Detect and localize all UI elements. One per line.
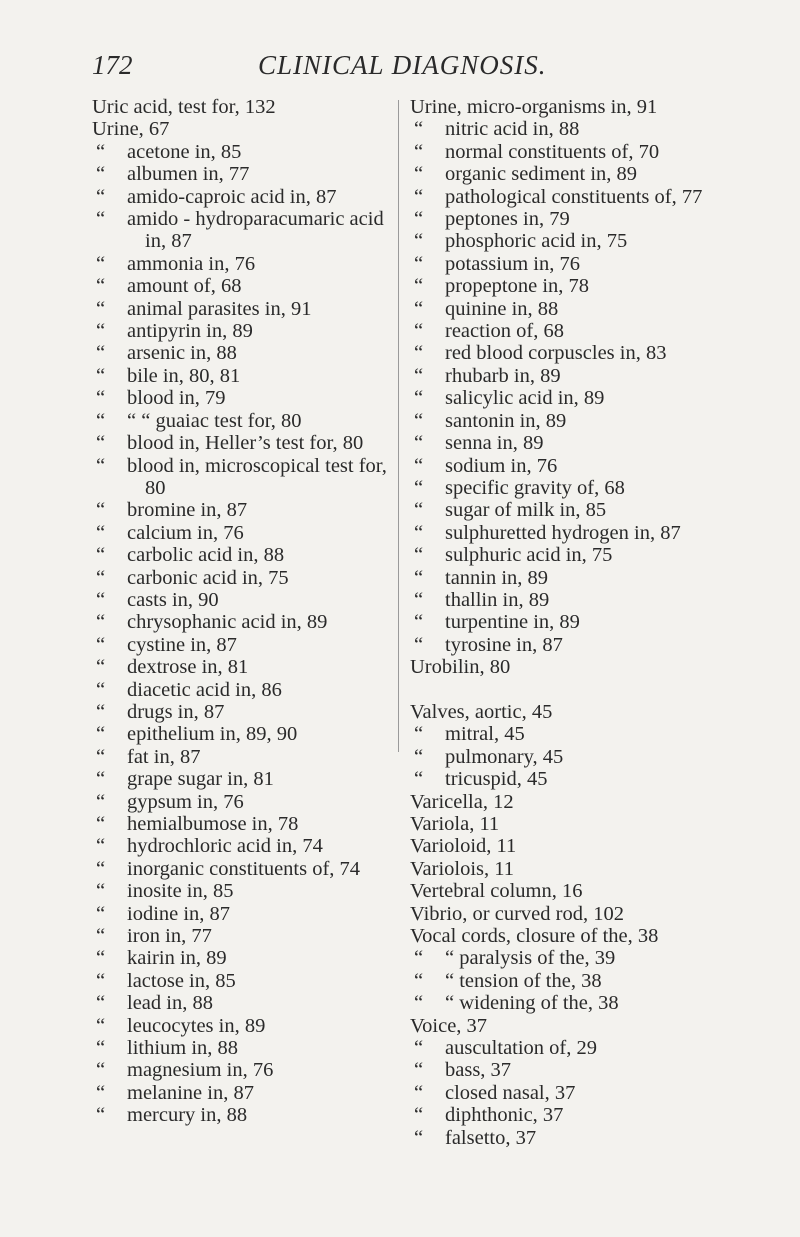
- subentry-text: leucocytes in, 89: [127, 1014, 266, 1037]
- subentry-text: bass, 37: [445, 1059, 512, 1082]
- ditto-mark: “: [414, 185, 424, 208]
- ditto-mark: “: [414, 969, 424, 992]
- ditto-mark: “: [96, 1081, 106, 1104]
- ditto-mark: “: [96, 185, 106, 208]
- ditto-mark: “: [96, 633, 106, 656]
- index-subentry: [410, 723, 750, 745]
- subentry-text: sulphuric acid in, 75: [445, 544, 613, 567]
- index-column-right: [410, 96, 750, 1149]
- subentry-text: mitral, 45: [445, 723, 525, 746]
- subentry-text: red blood corpuscles in, 83: [445, 342, 667, 365]
- subentry-text: chrysophanic acid in, 89: [127, 611, 328, 634]
- ditto-mark: “: [414, 342, 424, 365]
- ditto-mark: “: [414, 163, 424, 186]
- index-subentry: [92, 791, 392, 813]
- index-subentry: [92, 141, 392, 163]
- index-subentry: [92, 163, 392, 185]
- ditto-mark: “: [414, 1081, 424, 1104]
- index-entry: Varicella, 12: [410, 790, 514, 813]
- subentry-text: ammonia in, 76: [127, 252, 256, 275]
- index-subentry: [410, 1082, 750, 1104]
- subentry-text: hydrochloric acid in, 74: [127, 835, 323, 858]
- ditto-mark: “: [96, 252, 106, 275]
- ditto-mark: “: [96, 880, 106, 903]
- index-subentry: [410, 544, 750, 566]
- index-subentry: [92, 320, 392, 342]
- ditto-mark: “: [414, 476, 424, 499]
- index-subentry: [92, 365, 392, 387]
- index-subentry: [410, 455, 750, 477]
- index-subentry: [410, 432, 750, 454]
- index-subentry: [410, 768, 750, 790]
- index-subentry: [92, 611, 392, 633]
- index-subentry: [410, 163, 750, 185]
- subentry-text: casts in, 90: [127, 588, 219, 611]
- subentry-text: gypsum in, 76: [127, 790, 244, 813]
- ditto-mark: “: [414, 387, 424, 410]
- ditto-mark: “: [414, 297, 424, 320]
- subentry-text: epithelium in, 89, 90: [127, 723, 298, 746]
- subentry-text: drugs in, 87: [127, 700, 225, 723]
- index-subentry: [410, 992, 750, 1014]
- subentry-text: diphthonic, 37: [445, 1104, 564, 1127]
- subentry-text: iodine in, 87: [127, 902, 231, 925]
- index-entry: Variola, 11: [410, 812, 500, 835]
- subentry-text: “ “ guaiac test for, 80: [127, 409, 302, 432]
- subentry-text: organic sediment in, 89: [445, 163, 638, 186]
- subentry-text: quinine in, 88: [445, 297, 559, 320]
- index-subentry: [92, 835, 392, 857]
- ditto-mark: “: [96, 947, 106, 970]
- index-subentry: [410, 477, 750, 499]
- subentry-text: amido-caproic acid in, 87: [127, 185, 337, 208]
- ditto-mark: “: [414, 588, 424, 611]
- index-subentry: [410, 1127, 750, 1149]
- ditto-mark: “: [96, 275, 106, 298]
- index-subentry: [92, 768, 392, 790]
- index-subentry: [92, 208, 392, 253]
- index-entry: Urine, 67: [92, 118, 170, 141]
- index-subentry: [410, 410, 750, 432]
- ditto-mark: “: [414, 611, 424, 634]
- index-subentry: [410, 567, 750, 589]
- index-entry: Variolois, 11: [410, 857, 515, 880]
- index-subentry: [410, 947, 750, 969]
- index-subentry: [92, 925, 392, 947]
- ditto-mark: “: [414, 230, 424, 253]
- subentry-text: sulphuretted hydrogen in, 87: [445, 521, 681, 544]
- ditto-mark: “: [96, 499, 106, 522]
- index-subentry: [410, 611, 750, 633]
- ditto-mark: “: [96, 902, 106, 925]
- index-subentry: [410, 499, 750, 521]
- ditto-mark: “: [96, 745, 106, 768]
- ditto-mark: “: [96, 1059, 106, 1082]
- ditto-mark: “: [96, 163, 106, 186]
- index-subentry: [92, 813, 392, 835]
- subentry-text: lithium in, 88: [127, 1037, 239, 1060]
- ditto-mark: “: [96, 1014, 106, 1037]
- index-subentry: [92, 298, 392, 320]
- ditto-mark: “: [414, 252, 424, 275]
- subentry-text: tricuspid, 45: [445, 768, 548, 791]
- subentry-text: grape sugar in, 81: [127, 768, 274, 791]
- subentry-text: blood in, Heller’s test for, 80: [127, 432, 364, 455]
- subentry-text: calcium in, 76: [127, 521, 244, 544]
- index-subentry: [92, 544, 392, 566]
- index-subentry: [92, 656, 392, 678]
- index-entry: Uric acid, test for, 132: [92, 96, 276, 118]
- index-subentry: [410, 253, 750, 275]
- column-divider: [398, 100, 399, 752]
- ditto-mark: “: [414, 208, 424, 231]
- index-subentry: [410, 522, 750, 544]
- index-subentry: [410, 1104, 750, 1126]
- subentry-text: salicylic acid in, 89: [445, 387, 605, 410]
- subentry-text: propeptone in, 78: [445, 275, 590, 298]
- subentry-text: bile in, 80, 81: [127, 364, 241, 387]
- index-subentry: [410, 320, 750, 342]
- index-subentry: [92, 634, 392, 656]
- index-entry: Vertebral column, 16: [410, 880, 583, 903]
- ditto-mark: “: [414, 1037, 424, 1060]
- index-subentry: [92, 589, 392, 611]
- subentry-text: phosphoric acid in, 75: [445, 230, 628, 253]
- ditto-mark: “: [414, 432, 424, 455]
- subentry-text: pathological constituents of, 77: [445, 185, 703, 208]
- ditto-mark: “: [96, 969, 106, 992]
- page-header: [0, 46, 800, 86]
- running-title: CLINICAL DIAGNOSIS.: [258, 50, 547, 80]
- ditto-mark: “: [96, 320, 106, 343]
- ditto-mark: “: [414, 723, 424, 746]
- ditto-mark: “: [96, 521, 106, 544]
- index-subentry: [410, 141, 750, 163]
- ditto-mark: “: [96, 544, 106, 567]
- ditto-mark: “: [414, 633, 424, 656]
- index-subentry: [92, 970, 392, 992]
- index-subentry: [92, 992, 392, 1014]
- subentry-text: mercury in, 88: [127, 1104, 248, 1127]
- subentry-text: blood in, 79: [127, 387, 226, 410]
- subentry-text: “ tension of the, 38: [445, 969, 602, 992]
- ditto-mark: “: [96, 1104, 106, 1127]
- subentry-text: arsenic in, 88: [127, 342, 237, 365]
- subentry-text: senna in, 89: [445, 432, 544, 455]
- subentry-text: amido - hydroparacumaric acid in, 87: [127, 208, 384, 253]
- subentry-text: magnesium in, 76: [127, 1059, 274, 1082]
- ditto-mark: “: [414, 992, 424, 1015]
- index-subentry: [92, 701, 392, 723]
- ditto-mark: “: [96, 588, 106, 611]
- subentry-text: turpentine in, 89: [445, 611, 580, 634]
- ditto-mark: “: [96, 342, 106, 365]
- subentry-text: “ paralysis of the, 39: [445, 947, 616, 970]
- ditto-mark: “: [96, 1037, 106, 1060]
- index-subentry: [92, 522, 392, 544]
- subentry-text: inosite in, 85: [127, 880, 234, 903]
- index-subentry: [92, 1059, 392, 1081]
- index-subentry: [410, 342, 750, 364]
- index-subentry: [92, 186, 392, 208]
- ditto-mark: “: [96, 387, 106, 410]
- index-entry: Vibrio, or curved rod, 102: [410, 902, 624, 925]
- index-subentry: [92, 253, 392, 275]
- index-subentry: [92, 880, 392, 902]
- subentry-text: tannin in, 89: [445, 566, 549, 589]
- index-entry: Urine, micro-organisms in, 91: [410, 96, 658, 118]
- index-entry: Voice, 37: [410, 1014, 488, 1037]
- ditto-mark: “: [96, 790, 106, 813]
- index-subentry: [410, 118, 750, 140]
- ditto-mark: “: [414, 118, 424, 141]
- ditto-mark: “: [96, 768, 106, 791]
- index-subentry: [410, 1059, 750, 1081]
- subentry-text: acetone in, 85: [127, 140, 242, 163]
- index-subentry: [92, 432, 392, 454]
- index-subentry: [410, 186, 750, 208]
- subentry-text: carbolic acid in, 88: [127, 544, 285, 567]
- ditto-mark: “: [96, 432, 106, 455]
- index-subentry: [410, 230, 750, 252]
- index-subentry: [92, 342, 392, 364]
- index-subentry: [410, 208, 750, 230]
- subentry-text: blood in, microscopical test for, 80: [127, 454, 387, 499]
- subentry-text: peptones in, 79: [445, 208, 570, 231]
- subentry-text: carbonic acid in, 75: [127, 566, 289, 589]
- subentry-text: inorganic constituents of, 74: [127, 857, 361, 880]
- index-subentry: [410, 589, 750, 611]
- ditto-mark: “: [414, 409, 424, 432]
- subentry-text: sugar of milk in, 85: [445, 499, 607, 522]
- ditto-mark: “: [96, 723, 106, 746]
- subentry-text: dextrose in, 81: [127, 656, 249, 679]
- subentry-text: antipyrin in, 89: [127, 320, 253, 343]
- ditto-mark: “: [414, 454, 424, 477]
- ditto-mark: “: [414, 140, 424, 163]
- index-entry: Vocal cords, closure of the, 38: [410, 925, 659, 948]
- index-subentry: [92, 1037, 392, 1059]
- subentry-text: tyrosine in, 87: [445, 633, 563, 656]
- index-subentry: [410, 634, 750, 656]
- subentry-text: fat in, 87: [127, 745, 201, 768]
- subentry-text: thallin in, 89: [445, 588, 550, 611]
- section-spacer: [410, 679, 750, 701]
- ditto-mark: “: [96, 857, 106, 880]
- subentry-text: cystine in, 87: [127, 633, 237, 656]
- index-column-left: [92, 96, 392, 1127]
- index-subentry: [92, 1104, 392, 1126]
- ditto-mark: “: [96, 992, 106, 1015]
- ditto-mark: “: [96, 925, 106, 948]
- ditto-mark: “: [414, 1104, 424, 1127]
- ditto-mark: “: [414, 364, 424, 387]
- subentry-text: amount of, 68: [127, 275, 242, 298]
- subentry-text: sodium in, 76: [445, 454, 558, 477]
- subentry-text: lactose in, 85: [127, 969, 236, 992]
- subentry-text: specific gravity of, 68: [445, 476, 625, 499]
- subentry-text: reaction of, 68: [445, 320, 564, 343]
- subentry-text: albumen in, 77: [127, 163, 250, 186]
- ditto-mark: “: [96, 140, 106, 163]
- index-subentry: [92, 679, 392, 701]
- ditto-mark: “: [96, 678, 106, 701]
- index-subentry: [92, 1082, 392, 1104]
- index-subentry: [410, 275, 750, 297]
- ditto-mark: “: [96, 454, 106, 477]
- index-subentry: [410, 387, 750, 409]
- index-subentry: [92, 903, 392, 925]
- ditto-mark: “: [96, 208, 106, 231]
- index-subentry: [92, 1015, 392, 1037]
- ditto-mark: “: [96, 566, 106, 589]
- subentry-text: normal constituents of, 70: [445, 140, 660, 163]
- index-subentry: [92, 455, 392, 500]
- ditto-mark: “: [96, 364, 106, 387]
- ditto-mark: “: [96, 700, 106, 723]
- ditto-mark: “: [96, 656, 106, 679]
- ditto-mark: “: [414, 947, 424, 970]
- ditto-mark: “: [414, 566, 424, 589]
- ditto-mark: “: [96, 835, 106, 858]
- page-number: 172: [92, 50, 133, 80]
- subentry-text: animal parasites in, 91: [127, 297, 312, 320]
- subentry-text: kairin in, 89: [127, 947, 227, 970]
- ditto-mark: “: [96, 611, 106, 634]
- index-entry: Varioloid, 11: [410, 835, 517, 858]
- subentry-text: pulmonary, 45: [445, 745, 564, 768]
- index-subentry: [92, 947, 392, 969]
- subentry-text: hemialbumose in, 78: [127, 813, 299, 835]
- index-subentry: [92, 410, 392, 432]
- ditto-mark: “: [96, 297, 106, 320]
- ditto-mark: “: [414, 275, 424, 298]
- index-subentry: [410, 970, 750, 992]
- subentry-text: lead in, 88: [127, 992, 213, 1015]
- ditto-mark: “: [414, 1059, 424, 1082]
- index-subentry: [92, 499, 392, 521]
- index-entry: Urobilin, 80: [410, 656, 511, 679]
- index-subentry: [92, 746, 392, 768]
- index-subentry: [410, 365, 750, 387]
- subentry-text: potassium in, 76: [445, 252, 580, 275]
- ditto-mark: “: [414, 521, 424, 544]
- index-subentry: [92, 858, 392, 880]
- subentry-text: santonin in, 89: [445, 409, 567, 432]
- subentry-text: bromine in, 87: [127, 499, 248, 522]
- ditto-mark: “: [414, 1126, 424, 1149]
- subentry-text: “ widening of the, 38: [445, 992, 619, 1015]
- index-subentry: [410, 746, 750, 768]
- subentry-text: diacetic acid in, 86: [127, 678, 282, 701]
- ditto-mark: “: [414, 745, 424, 768]
- ditto-mark: “: [414, 768, 424, 791]
- index-subentry: [92, 275, 392, 297]
- index-subentry: [410, 298, 750, 320]
- ditto-mark: “: [414, 544, 424, 567]
- subentry-text: auscultation of, 29: [445, 1037, 598, 1060]
- subentry-text: closed nasal, 37: [445, 1081, 576, 1104]
- index-subentry: [410, 1037, 750, 1059]
- index-entry: Valves, aortic, 45: [410, 700, 553, 723]
- ditto-mark: “: [414, 320, 424, 343]
- index-subentry: [92, 567, 392, 589]
- subentry-text: iron in, 77: [127, 925, 212, 948]
- ditto-mark: “: [414, 499, 424, 522]
- index-subentry: [92, 723, 392, 745]
- subentry-text: rhubarb in, 89: [445, 364, 561, 387]
- subentry-text: melanine in, 87: [127, 1081, 254, 1104]
- ditto-mark: “: [96, 813, 106, 835]
- subentry-text: nitric acid in, 88: [445, 118, 580, 141]
- ditto-mark: “: [96, 409, 106, 432]
- subentry-text: falsetto, 37: [445, 1126, 537, 1149]
- index-subentry: [92, 387, 392, 409]
